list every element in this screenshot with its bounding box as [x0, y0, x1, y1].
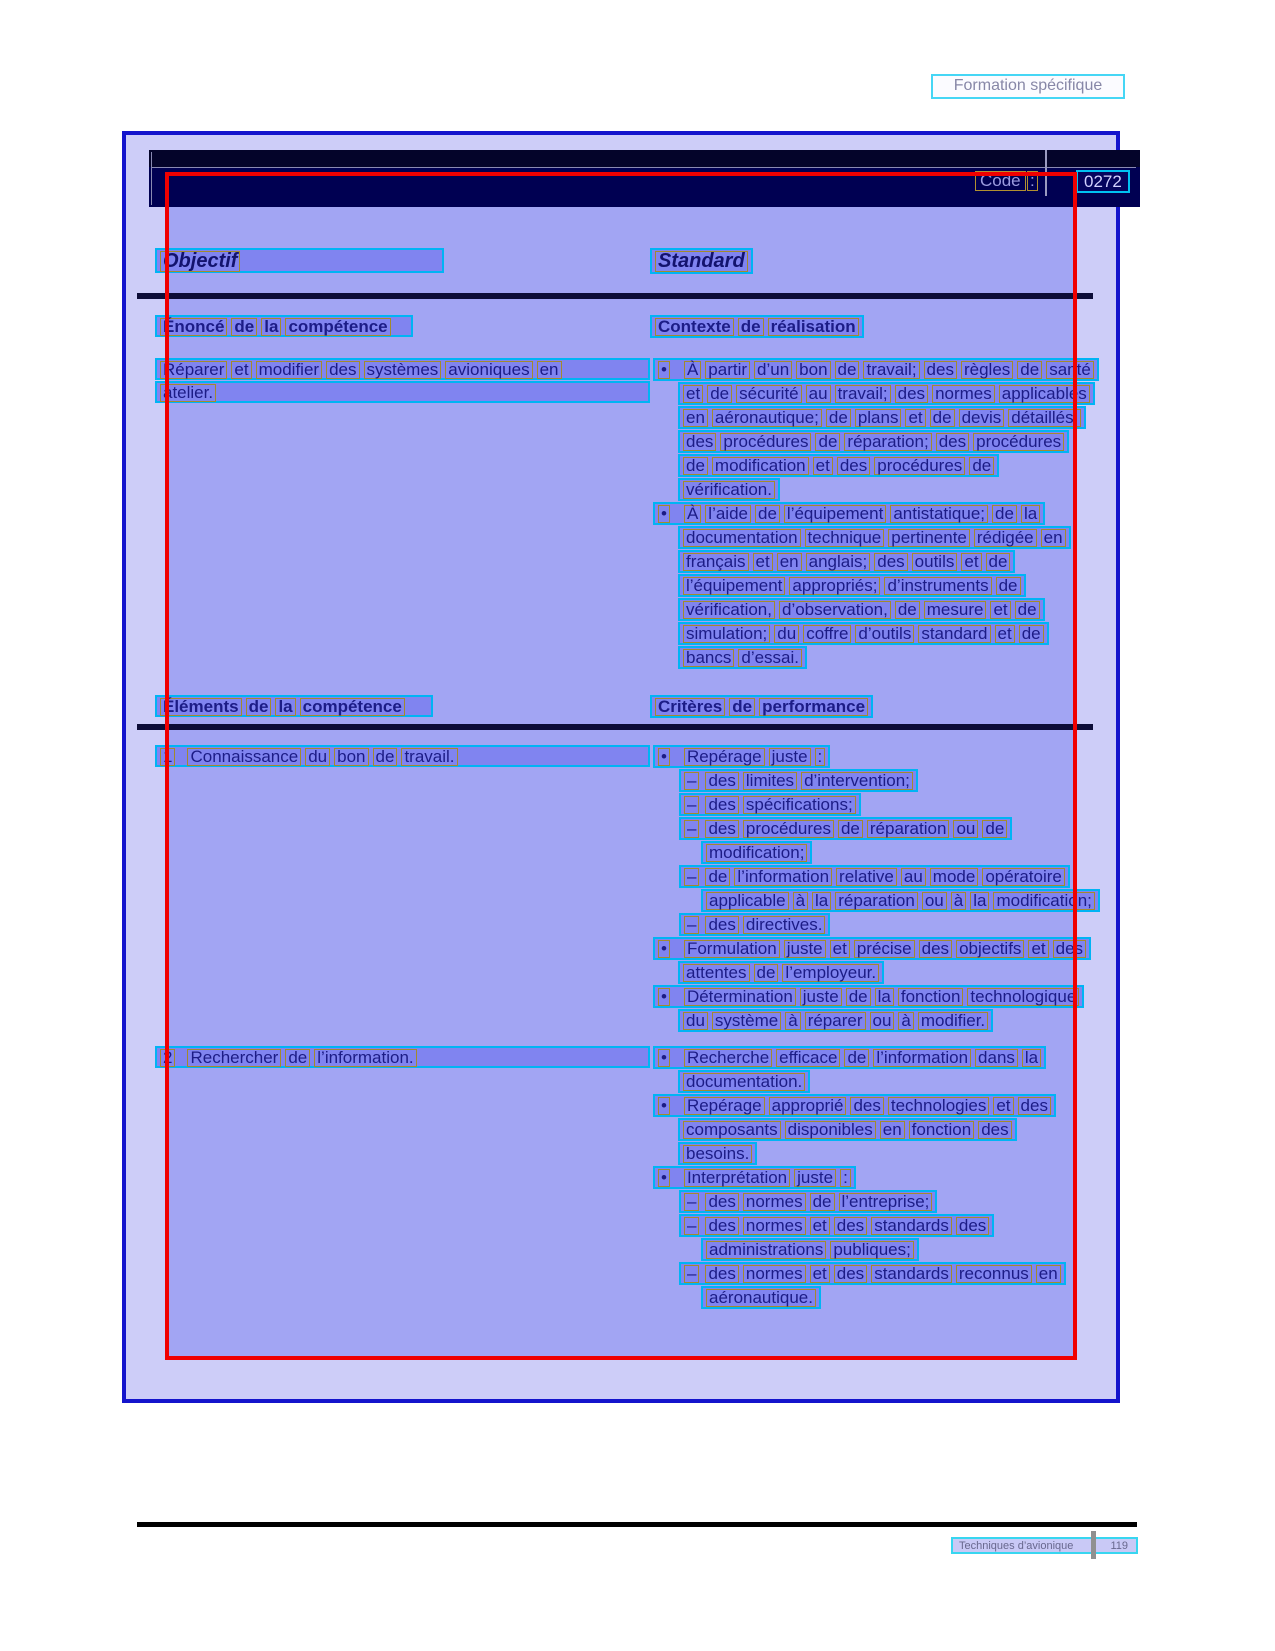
- word: en: [1041, 529, 1066, 547]
- word: la: [970, 892, 989, 910]
- word: des: [924, 361, 957, 379]
- footer-box: [951, 1537, 1138, 1554]
- enonce-heading-line: [155, 315, 413, 337]
- criteres-2-line: [653, 1094, 1056, 1117]
- contexte-body-line: [653, 358, 1099, 381]
- word: et: [905, 409, 925, 427]
- word: à: [793, 892, 808, 910]
- word: réparer: [805, 1012, 866, 1030]
- word: de: [1015, 601, 1040, 619]
- word: français: [683, 553, 749, 571]
- word: normes: [743, 1193, 806, 1211]
- word: Recherche: [684, 1049, 772, 1067]
- criteres-2-line: [679, 1214, 994, 1237]
- enonce-heading: [155, 315, 413, 338]
- word: de: [707, 385, 732, 403]
- word: Rechercher: [187, 1049, 281, 1067]
- word: au: [806, 385, 831, 403]
- element-2: [155, 1046, 650, 1069]
- word: technique: [805, 529, 885, 547]
- word: objectifs: [956, 940, 1024, 958]
- contexte-body-line: [678, 550, 1015, 573]
- word: bon: [334, 748, 368, 766]
- word: de: [1019, 625, 1044, 643]
- word: de: [930, 409, 955, 427]
- word: et: [810, 1265, 830, 1283]
- word: et: [830, 940, 850, 958]
- word: des: [895, 385, 928, 403]
- word: des: [834, 1265, 867, 1283]
- footer-separator-bar: [1091, 1531, 1096, 1559]
- objectif-heading-line: [155, 248, 444, 273]
- word: la: [1021, 505, 1040, 523]
- word: atelier.: [160, 384, 216, 402]
- criteres-1: [653, 745, 1100, 1033]
- line-marker: 2: [160, 1049, 175, 1067]
- word: performance: [759, 698, 868, 716]
- standard-heading-line: [650, 248, 753, 274]
- word: reconnus: [956, 1265, 1032, 1283]
- line-marker: –: [684, 1217, 699, 1235]
- word: en: [880, 1121, 905, 1139]
- word: et: [810, 1217, 830, 1235]
- word: des: [837, 457, 870, 475]
- word: Énoncé: [160, 318, 227, 336]
- word: des: [705, 1265, 738, 1283]
- criteres-1-line: [678, 1009, 993, 1032]
- line-marker: 1: [160, 748, 175, 766]
- word: des: [850, 1097, 883, 1115]
- word: simulation;: [683, 625, 770, 643]
- word: la: [275, 698, 295, 716]
- word: à: [785, 1012, 800, 1030]
- word: des: [326, 361, 359, 379]
- word: modifier: [256, 361, 322, 379]
- line-marker: •: [658, 361, 670, 379]
- line-marker: –: [684, 820, 699, 838]
- line-marker: •: [658, 748, 670, 766]
- criteres-2-line: [679, 1190, 937, 1213]
- word: et: [683, 385, 703, 403]
- word: antistatique;: [890, 505, 988, 523]
- line-marker: •: [658, 940, 670, 958]
- word: de: [815, 433, 840, 451]
- word: fonction: [909, 1121, 975, 1139]
- criteres-2-line: [678, 1142, 757, 1165]
- word: normes: [743, 1217, 806, 1235]
- word: rédigée: [974, 529, 1037, 547]
- contexte-heading: [650, 315, 864, 339]
- word: de: [683, 457, 708, 475]
- word: de: [838, 820, 863, 838]
- footer-page-number: 119: [1110, 1540, 1128, 1552]
- criteres-1-line: [679, 769, 918, 792]
- word: :: [815, 748, 826, 766]
- line-marker: –: [684, 772, 699, 790]
- formation-specifique-label: Formation spécifique: [931, 74, 1125, 99]
- word: Détermination: [684, 988, 796, 1006]
- enonce-body-line: [155, 381, 650, 403]
- criteres-2-line: [701, 1238, 919, 1261]
- word: À: [684, 505, 701, 523]
- contexte-body-line: [678, 430, 1069, 453]
- criteres-1-line: [678, 961, 884, 984]
- word: la: [261, 318, 281, 336]
- word: dans: [975, 1049, 1018, 1067]
- contexte-body-line: [678, 454, 999, 477]
- element-1-line: [155, 745, 650, 767]
- word: Critères: [655, 698, 725, 716]
- word: de: [844, 1049, 869, 1067]
- line-marker: –: [684, 796, 699, 814]
- word: et: [990, 601, 1010, 619]
- word: directives.: [743, 916, 826, 934]
- standard-heading: [650, 248, 753, 275]
- word: modification: [712, 457, 809, 475]
- word: modification;: [706, 844, 807, 862]
- word: de: [986, 553, 1011, 571]
- word: de: [705, 868, 730, 886]
- word: applicable: [706, 892, 789, 910]
- word: santé: [1046, 361, 1094, 379]
- word: et: [231, 361, 251, 379]
- word: travail;: [863, 361, 919, 379]
- word: Formulation: [684, 940, 780, 958]
- word: normes: [932, 385, 995, 403]
- word: réparation: [867, 820, 950, 838]
- word: Éléments: [160, 698, 242, 716]
- word: en: [1036, 1265, 1061, 1283]
- word: Contexte: [655, 318, 734, 336]
- word: plans: [855, 409, 902, 427]
- word: réparation;: [844, 433, 931, 451]
- criteres-1-line: [701, 889, 1100, 912]
- word: de: [826, 409, 851, 427]
- contexte-body: [653, 358, 1099, 670]
- word: travail;: [835, 385, 891, 403]
- word: besoins.: [683, 1145, 752, 1163]
- word: modifier.: [918, 1012, 988, 1030]
- code-colon: :: [1027, 171, 1038, 191]
- word: du: [774, 625, 799, 643]
- word: de: [755, 505, 780, 523]
- line-marker: •: [658, 1049, 670, 1067]
- criteres-2-line: [678, 1070, 810, 1093]
- word: l’information: [734, 868, 832, 886]
- word: de: [285, 1049, 310, 1067]
- titlebar-top-strip: [149, 150, 1140, 167]
- word: ou: [870, 1012, 895, 1030]
- word: modification;: [993, 892, 1094, 910]
- word: opératoire: [982, 868, 1065, 886]
- word: partir: [705, 361, 750, 379]
- titlebar-left-line: [151, 152, 152, 205]
- word: de: [982, 820, 1007, 838]
- word: réalisation: [768, 318, 859, 336]
- word: documentation.: [683, 1073, 805, 1091]
- enonce-body-line: [155, 358, 650, 380]
- word: détaillés;: [1008, 409, 1081, 427]
- contexte-body-line: [678, 622, 1049, 645]
- word: administrations: [706, 1241, 826, 1259]
- word: coffre: [803, 625, 851, 643]
- word: procédures: [743, 820, 834, 838]
- word: et: [813, 457, 833, 475]
- word: l’entreprise;: [839, 1193, 933, 1211]
- line-marker: •: [658, 988, 670, 1006]
- word: ou: [922, 892, 947, 910]
- word: avioniques: [445, 361, 532, 379]
- criteres-2-line: [678, 1118, 1017, 1141]
- word: spécifications;: [743, 796, 856, 814]
- word: en: [537, 361, 562, 379]
- word: des: [705, 772, 738, 790]
- contexte-body-line: [678, 526, 1071, 549]
- word: en: [683, 409, 708, 427]
- word: des: [683, 433, 716, 451]
- line-marker: •: [658, 505, 670, 523]
- word: disponibles: [785, 1121, 876, 1139]
- word: juste: [794, 1169, 836, 1187]
- footer-program-name: Techniques d’avionique: [959, 1540, 1074, 1552]
- word: règles: [961, 361, 1013, 379]
- contexte-heading-line: [650, 315, 864, 338]
- contexte-body-line: [678, 382, 1095, 405]
- word: aéronautique;: [712, 409, 822, 427]
- contexte-body-line: [678, 478, 780, 501]
- word: de: [373, 748, 398, 766]
- word: l’aide: [705, 505, 751, 523]
- criteres-1-line: [679, 913, 830, 936]
- word: des: [936, 433, 969, 451]
- word: des: [705, 1193, 738, 1211]
- word: d’essai.: [738, 649, 802, 667]
- word: d’outils: [855, 625, 914, 643]
- word: Réparer: [160, 361, 227, 379]
- word: réparation: [835, 892, 918, 910]
- word: des: [705, 796, 738, 814]
- word: des: [919, 940, 952, 958]
- enonce-body: [155, 358, 650, 404]
- word: la: [1022, 1049, 1041, 1067]
- titlebar-divider-line: [152, 167, 1136, 168]
- criteres-1-line: [679, 865, 1070, 888]
- word: vérification.: [683, 481, 775, 499]
- word: composants: [683, 1121, 781, 1139]
- word: à: [951, 892, 966, 910]
- line-marker: •: [658, 1097, 670, 1115]
- word: standards: [871, 1265, 952, 1283]
- word: aéronautique.: [706, 1289, 816, 1307]
- word: mode: [930, 868, 979, 886]
- word: outils: [912, 553, 958, 571]
- word: de: [810, 1193, 835, 1211]
- word: de: [1017, 361, 1042, 379]
- titlebar-vertical-divider: [1045, 150, 1047, 196]
- word: l’information: [873, 1049, 971, 1067]
- footer-rule: [137, 1522, 1137, 1527]
- code-value: 0272: [1076, 170, 1130, 193]
- word: et: [995, 625, 1015, 643]
- word: Objectif: [160, 251, 240, 272]
- word: anglais;: [806, 553, 871, 571]
- line-marker: •: [658, 1169, 670, 1187]
- code-label: Code: [975, 171, 1026, 191]
- word: de: [754, 964, 779, 982]
- word: limites: [743, 772, 797, 790]
- word: efficace: [776, 1049, 840, 1067]
- word: de: [895, 601, 920, 619]
- word: des: [834, 1217, 867, 1235]
- word: de: [996, 577, 1021, 595]
- word: mesure: [924, 601, 987, 619]
- word: au: [901, 868, 926, 886]
- criteres-1-line: [679, 793, 861, 816]
- word: Repérage: [684, 1097, 765, 1115]
- word: juste: [784, 940, 826, 958]
- word: des: [1053, 940, 1086, 958]
- word: systèmes: [364, 361, 442, 379]
- elements-heading: [155, 695, 433, 718]
- word: travail.: [401, 748, 457, 766]
- word: des: [1018, 1097, 1051, 1115]
- criteres-2: [653, 1046, 1066, 1310]
- line-marker: –: [684, 1265, 699, 1283]
- word: juste: [769, 748, 811, 766]
- criteres-heading: [650, 695, 873, 719]
- criteres-2-line: [653, 1046, 1046, 1069]
- objectif-heading: [155, 248, 444, 274]
- word: technologies: [888, 1097, 989, 1115]
- word: des: [705, 1217, 738, 1235]
- word: procédures: [973, 433, 1064, 451]
- word: l’équipement: [683, 577, 785, 595]
- criteres-1-line: [679, 817, 1012, 840]
- word: l’employeur.: [782, 964, 879, 982]
- word: de: [231, 318, 257, 336]
- contexte-body-line: [653, 502, 1045, 525]
- criteres-1-line: [653, 985, 1084, 1008]
- word: système: [712, 1012, 781, 1030]
- word: de: [835, 361, 860, 379]
- line-marker: –: [684, 916, 699, 934]
- word: d’instruments: [884, 577, 991, 595]
- word: précise: [854, 940, 915, 958]
- word: standard: [918, 625, 990, 643]
- word: et: [1028, 940, 1048, 958]
- word: l’équipement: [784, 505, 886, 523]
- criteres-1-line: [701, 841, 812, 864]
- word: :: [840, 1169, 851, 1187]
- word: standards: [871, 1217, 952, 1235]
- word: de: [846, 988, 871, 1006]
- word: et: [993, 1097, 1013, 1115]
- criteres-2-line: [653, 1166, 856, 1189]
- word: de: [992, 505, 1017, 523]
- word: pertinente: [888, 529, 970, 547]
- word: de: [729, 698, 755, 716]
- line-marker: –: [684, 1193, 699, 1211]
- line-marker: –: [684, 868, 699, 886]
- contexte-body-line: [678, 646, 807, 669]
- word: du: [305, 748, 330, 766]
- elements-heading-line: [155, 695, 433, 717]
- word: compétence: [285, 318, 390, 336]
- criteres-1-line: [653, 745, 830, 768]
- word: applicables: [999, 385, 1090, 403]
- criteres-1-line: [653, 937, 1091, 960]
- word: technologique: [967, 988, 1079, 1006]
- word: appropriés;: [789, 577, 880, 595]
- word: de: [738, 318, 764, 336]
- word: des: [978, 1121, 1011, 1139]
- word: en: [777, 553, 802, 571]
- word: procédures: [720, 433, 811, 451]
- word: fonction: [898, 988, 964, 1006]
- word: des: [874, 553, 907, 571]
- elements-criteres-rule: [137, 724, 1093, 730]
- word: procédures: [874, 457, 965, 475]
- word: l’information.: [314, 1049, 416, 1067]
- word: la: [812, 892, 831, 910]
- word: des: [705, 820, 738, 838]
- word: du: [683, 1012, 708, 1030]
- word: À: [684, 361, 701, 379]
- word: approprié: [769, 1097, 847, 1115]
- word: de: [969, 457, 994, 475]
- element-1: [155, 745, 650, 768]
- word: de: [246, 698, 272, 716]
- word: Interprétation: [684, 1169, 790, 1187]
- word: d’observation,: [779, 601, 891, 619]
- word: des: [956, 1217, 989, 1235]
- word: vérification,: [683, 601, 775, 619]
- word: la: [875, 988, 894, 1006]
- word: normes: [743, 1265, 806, 1283]
- word: bancs: [683, 649, 734, 667]
- word: juste: [800, 988, 842, 1006]
- word: ou: [953, 820, 978, 838]
- word: sécurité: [736, 385, 802, 403]
- word: Connaissance: [187, 748, 301, 766]
- word: d’un: [754, 361, 792, 379]
- word: Standard: [655, 251, 748, 272]
- contexte-body-line: [678, 574, 1026, 597]
- word: à: [898, 1012, 913, 1030]
- word: Repérage: [684, 748, 765, 766]
- word: et: [753, 553, 773, 571]
- word: d’intervention;: [801, 772, 913, 790]
- word: des: [705, 916, 738, 934]
- criteres-heading-line: [650, 695, 873, 718]
- criteres-2-line: [701, 1286, 821, 1309]
- word: attentes: [683, 964, 750, 982]
- word: bon: [796, 361, 830, 379]
- contexte-body-line: [678, 598, 1045, 621]
- word: devis: [959, 409, 1005, 427]
- criteres-2-line: [679, 1262, 1066, 1285]
- word: et: [961, 553, 981, 571]
- word: documentation: [683, 529, 801, 547]
- element-2-line: [155, 1046, 650, 1068]
- objectif-standard-rule: [137, 293, 1093, 299]
- document-titlebar: [149, 150, 1140, 207]
- word: relative: [836, 868, 897, 886]
- word: publiques;: [830, 1241, 914, 1259]
- contexte-body-line: [678, 406, 1086, 429]
- word: compétence: [300, 698, 405, 716]
